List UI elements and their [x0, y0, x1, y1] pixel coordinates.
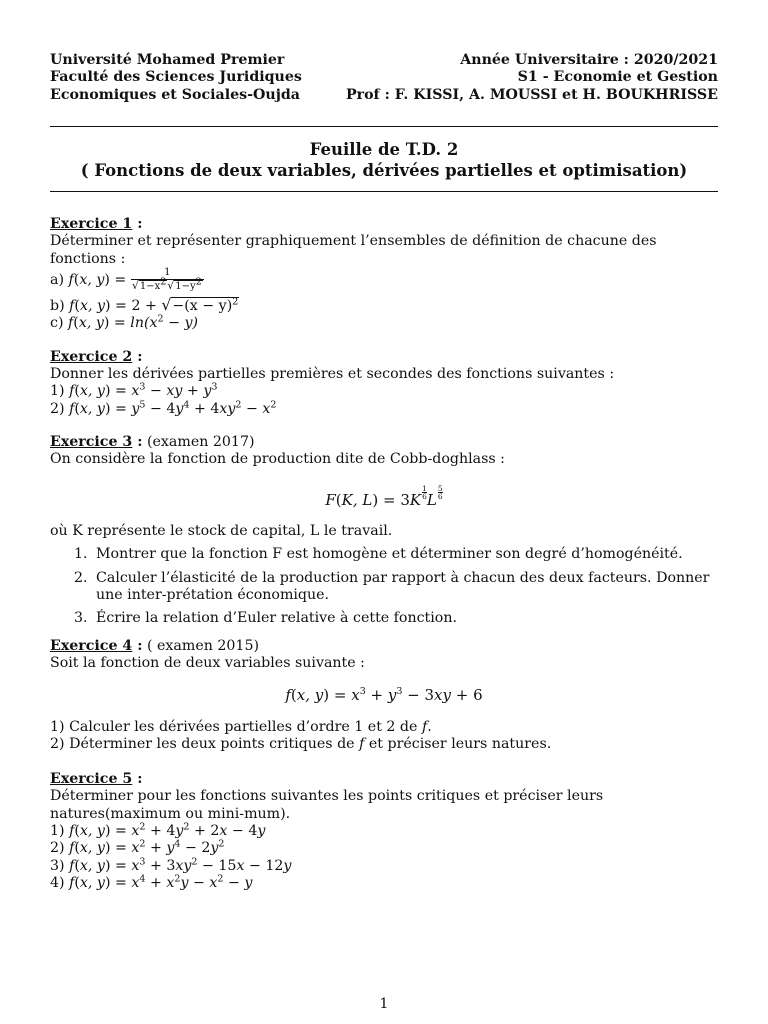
header-right [346, 52, 718, 104]
exercise-2-intro: Donner les dérivées partielles premières et secondes des fonctions suivantes : [50, 366, 615, 383]
semester: S1 - Economie et Gestion [517, 69, 718, 86]
professors: Prof : F. KISSI, A. MOUSSI et H. BOUKHRISSE [345, 86, 718, 103]
exercise-4-title: Exercice 4 [50, 637, 133, 654]
exercise-5: Exercice 5 : Déterminer pour les fonctions suivantes les points critiques et préciser leurs natures(maximum ou mini-mum). 1) f(x, $y) = x^2 + 4y^2 + 2x - 4y$ 2) f(x, $y) = x^2 + y^4 - 2y^2$ 3) f(x, $y) = x^3 + 3xy^2 - 15x - 12y$ 4) f(x, $y) = x^4 + x^2y - x^2 - y$ [50, 771, 718, 892]
exercise-5-item-2: 2) f(x, $y) = x^2 + y^4 - 2y^2$ [50, 838, 225, 857]
exercise-2-item-2: 2) f(x, $y) = y^5 - 4y^4 + 4xy^2 - x^2$ [50, 398, 277, 417]
sheet-title-line1: Feuille de T.D. 2 [309, 139, 459, 159]
exercise-2-title: Exercice 2 [50, 348, 133, 365]
exercise-1-b: b) f(x, $y) = 2 + √-(x - y)^2$ [50, 296, 239, 315]
exercise-3-note: (examen 2017) [146, 433, 255, 450]
exercise-5-item-1: 1) f(x, $y) = x^2 + 4y^2 + 2x - 4y$ [50, 821, 266, 840]
exercise-5-title: Exercice 5 [50, 771, 133, 788]
sheet-title-line2: ( Fonctions de deux variables, dérivées partielles et optimisation) [80, 161, 688, 181]
exercise-5-item-3: 3) f(x, $y) = x^3 + 3xy^2 - 15x - 12y$ [50, 855, 292, 874]
exercise-3-after: où K représente le stock de capital, L le travail. [50, 523, 393, 540]
exercise-1-title: Exercice 1 [50, 216, 133, 233]
document-page [50, 52, 718, 892]
exercise-1-intro: Déterminer et représenter graphiquement l’ensembles de définition de chacune des fonctions : [50, 233, 657, 267]
exercise-4-intro: Soit la fonction de deux variables suivante : [50, 654, 365, 671]
header-left [50, 52, 302, 104]
university-name: Université Mohamed Premier [50, 52, 285, 68]
exercise-2-item-1: 1) f(x, $y) = x^3$ − xy + $y^3$ [50, 381, 218, 400]
sheet-title [50, 139, 718, 181]
exercise-1: Exercice 1 : Déterminer et représenter graphiquement l’ensembles de définition de chacune des fonctions : a) f(x, y) = $\frac{1}{√1-x2√1-y2}$ b) f(x, $y) = 2 + √-(x - y)^2$ c) f(x, $y) = \ln(x^2 - y)$ [50, 216, 718, 333]
cobb-douglas-formula: F(K, L) = 3K $\frac{1}{6}$ L $\frac{5}{6}$ [325, 483, 443, 509]
exercise-1-c: c) f(x, $y) = \ln(x^2 - y)$ [50, 313, 199, 332]
exercise-3-title: Exercice 3 [50, 433, 133, 450]
exercise-3-question-1: 1. Montrer que la fonction F est homogène et déterminer son degré d’homogénéité. [92, 546, 718, 563]
exercise-3-question-2: 2. Calculer l’élasticité de la production par rapport à chacun des deux facteurs. Donner une inter-prétation économique. [92, 570, 718, 605]
exercise-3-intro: On considère la fonction de production dite de Cobb-doghlass : [50, 451, 505, 468]
exercise-5-intro: Déterminer pour les fonctions suivantes les points critiques et préciser leurs natures(maximum ou mini-mum). [50, 788, 604, 822]
page-number: 1 [379, 996, 389, 1012]
exercise-3-question-3: 3. Écrire la relation d’Euler relative à cette fonction. [92, 610, 718, 627]
top-rule [50, 126, 718, 127]
exercise-5-item-4: 4) f(x, $y) = x^4 + x^2y - x^2 - y$ [50, 873, 253, 891]
exercise-2: Exercice 2 : Donner les dérivées partielles premières et secondes des fonctions suivantes : 1) f(x, $y) = x^3$ − xy + $y^3$ 2) f(x, $y) = y^5 - 4y^4 + 4xy^2 - x^2$ [50, 349, 718, 418]
exercise-1-a: a) f(x, y) = $\frac{1}{√1-x2√1-y2}$ [50, 267, 202, 292]
exercise-4-formula: f(x, $y) = x^3 + y^3 - 3xy + 6$ [285, 686, 483, 705]
bottom-rule [50, 191, 718, 192]
header [50, 52, 718, 104]
exercise-4-question-1: 1) Calculer les dérivées partielles d’ordre 1 et 2 de f. [50, 718, 432, 735]
exercise-3: Exercice 3 : (examen 2017) On considère la fonction de production dite de Cobb-doghlass : F(K, L) = 3K $\frac{1}{6}$ L $\frac{5}{6}$ où K représente le stock de capital, L le travail. 1. Montrer que la fonction F est homogène et déterminer son degré d’homogénéité. 2. Calculer l’élasticité de la production par rapport à chacun des deux facteurs. Donner une inter-prétation économique. 3. Écrire la relation d’Euler relative à cette fonction. [50, 434, 718, 628]
faculty-name: Faculté des Sciences Juridiques [50, 69, 302, 86]
academic-year: Année Universitaire : 2020/2021 [460, 52, 718, 68]
faculty-name-2: Economiques et Sociales-Oujda [50, 86, 300, 103]
exercise-4: Exercice 4 : ( examen 2015) Soit la fonction de deux variables suivante : f(x, $y) = x^3 + y^3 - 3xy + 6$ 1) Calculer les dérivées partielles d’ordre 1 et 2 de f. 2) Déterminer les deux points critiques de f et préciser leurs natures. [50, 638, 718, 754]
exercise-4-note: ( examen 2015) [146, 637, 260, 654]
exercise-3-questions [50, 546, 718, 627]
exercise-4-question-2: 2) Déterminer les deux points critiques de f et préciser leurs natures. [50, 735, 552, 752]
